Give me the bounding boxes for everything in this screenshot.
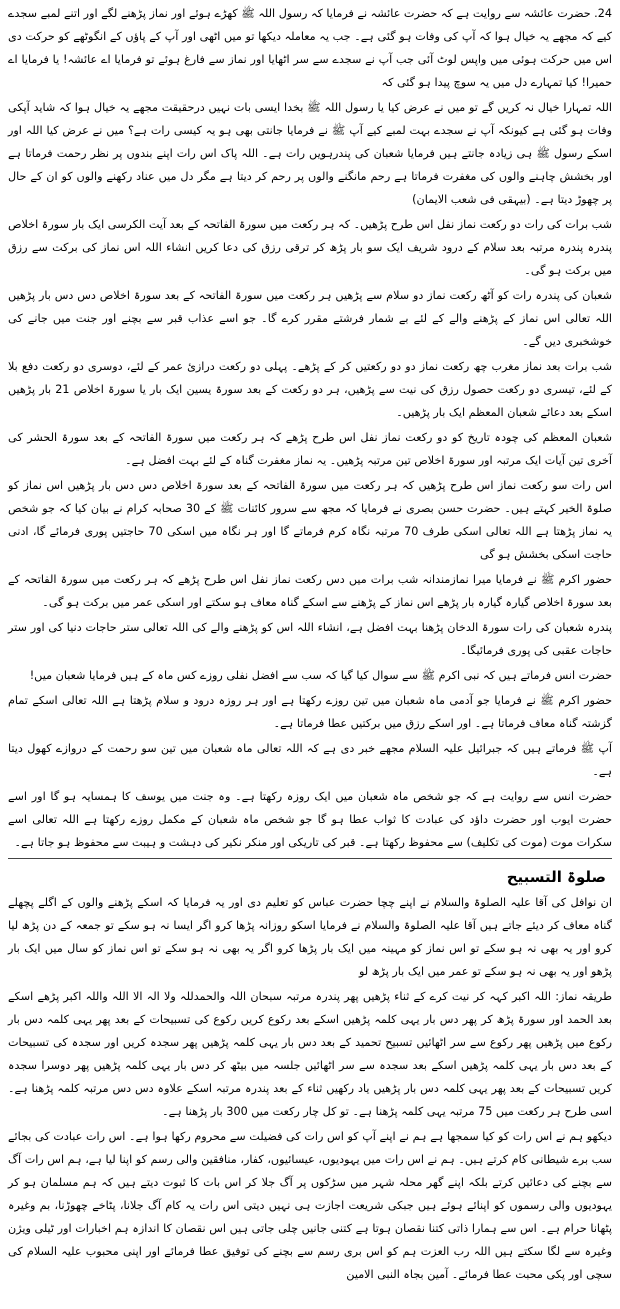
paragraph-eight-rakat: شعبان کی پندرہ رات کو آٹھ رکعت نماز دو سلام سے پڑھیں ہر رکعت میں سورۃ الفاتحہ کے بعد سورۃ اخلاص دس دس بار پڑھیں اللہ تعالی اس نماز کے پڑھنے والے کے لئے بے شمار فرشتے مقرر کرے گا۔ جو اسے عذاب قبر سے بچنے اور جنت میں جانے کی خوشخبری دیں گے۔ (8, 289, 612, 348)
paragraph-three-fasts: حضور اکرم ﷺ نے فرمایا جو آدمی ماہ شعبان میں تین روزے رکھتا ہے اور ہر روزہ درود و سلام پڑھتا ہے اللہ تعالی اسکے تمام گزشتہ گناہ معاف فرماتا ہے۔ اور اسکے رزق میں برکتیں عطا فرماتا ہے۔ (8, 694, 612, 730)
paragraph-closing-advice: دیکھو ہم نے اس رات کو کیا سمجھا ہے ہم نے اپنے آپ کو اس رات کی فضیلت سے محروم رکھا ہوا ہے۔ اس رات عبادت کی بجائے سب برے شیطانی کام کرتے ہیں۔ ہم نے اس رات میں یہودیوں، عیسائیوں، کفار، منافقین والی رسم کو اپنا لیا ہے، ہم اس رات آگ سے بچنے کی دعائیں کرتے بلکہ اپنے گھر محلہ شہر میں سڑکوں پر آگ جلا کر اس بات کا ثبوت دیتے ہیں کہ ہم مسلمان ہو کر یہودیوں والی رسموں کو اپنائے ہوئے ہیں جبکی شریعت اجازت ہی نہیں دیتی اس رات یہ کام آگ جلانا، پٹاخے چھوڑنا، بم وغیرہ پٹھانا حرام ہے۔ اس سے ہمارا ذاتی کتنا نقصان ہوتا ہے کتنی جانیں چلی جاتی ہیں اس نقصان کا اندازہ ہم اخبارات اور ٹیلی ویژن وغیرہ سے لگا سکتے ہیں اللہ رب العزت ہم کو اس بری رسم سے بچنے کی توفیق عطا فرمائے اور اپنی محبوب علیہ السلام کی سچی اور پکی محبت عطا فرمائے۔ آمین بجاہ النبی الامین (8, 1130, 612, 1281)
paragraph-night-of-shaban: اللہ تمہارا خیال نہ کریں گے تو میں نے عرض کیا یا رسول اللہ ﷺ بخدا ایسی بات نہیں درحقیقت مجھے یہ خیال ہوا کہ شاید آپکی وفات ہو گئی ہے کیونکہ آپ نے سجدے بہت لمبے کیے آپ ﷺ نے فرمایا جانتی بھی ہو یہ کیسی رات ہے؟ میں نے عرض کیا اللہ اور اسکے رسول ﷺ ہی زیادہ جانتے ہیں فرمایا شعبان کی پندرہویں رات ہے۔ اللہ پاک اس رات اپنے بندوں پر نظر رحمت فرماتا ہے اور بخشش چاہنے والوں کی مغفرت فرماتا ہے رحم مانگنے والوں پر رحم کر دیتا ہے مگر دل میں عناد رکھنے والوں کو ان کے حال پر چھوڑ دیتا ہے۔ (بیہقی فی شعب الایمان) (8, 101, 612, 206)
paragraph-salat-ul-khair: اس رات سو رکعت نماز اس طرح پڑھیں کہ ہر رکعت میں سورۃ الفاتحہ کے بعد سورۃ اخلاص دس دس بار پڑھیں اس نماز کو صلوۃ الخیر کہتے ہیں۔ حضرت حسن بصری نے فرمایا کہ مجھ سے سرور کائنات ﷺ کے 30 صحابہ کرام نے بیان کیا کہ جو شخص یہ نماز پڑھتا ہے اللہ تعالی اسکی طرف 70 مرتبہ نگاہ کرم فرماتے گا اور ہر نگاہ میں اسکی 70 حاجتیں پوری فرمائے گا، ادنی حاجت اسکی بخشش ہو گی (8, 479, 613, 561)
paragraph-jibrail-mercy: آپ ﷺ فرماتے ہیں کہ جبرائیل علیہ السلام مجھے خبر دی ہے کہ اللہ تعالی ماہ شعبان میں تین سو رحمت کے دروازے کھول دیتا ہے۔ (8, 742, 612, 778)
paragraph-surah-dukhan: پندرہ شعبان کی رات سورۃ الدخان پڑھنا بہت افضل ہے، انشاء اللہ اس کو پڑھنے والے کی اللہ تعالی ستر حاجات دنیا کی اور ستر حاجات عقبی کی پوری فرمائیگا۔ (8, 621, 612, 657)
section-divider (8, 858, 612, 859)
paragraph-fourteenth-shaban: شعبان المعظم کی چودہ تاریخ کو دو رکعت نماز نفل اس طرح پڑھے کہ ہر رکعت میں سورۃ الفاتحہ کے بعد سورۃ الحشر کی آخری تین آیات ایک مرتبہ اور سورۃ اخلاص تین مرتبہ پڑھیں۔ یہ نماز مغفرت گناہ کے لئے بہت افضل ہے۔ (8, 431, 612, 467)
paragraph-hadith-aisha: 24. حضرت عائشہ سے روایت ہے کہ حضرت عائشہ نے فرمایا کہ رسول اللہ ﷺ کھڑے ہوئے اور نماز پڑھنے لگے اور اتنے لمبے سجدے کیے کہ مجھے یہ خیال ہوا کہ آپ کی وفات ہو گئی ہے۔ جب یہ معاملہ دیکھا تو میں اٹھی اور آپ کے پاؤں کے انگوٹھے کو حرکت دی اس میں حرکت ہوئی میں واپس لوٹ آئی جب آپ نے سجدے سے سر اٹھایا اور نماز سے فارغ ہوئے تو فرمایا اے عائشہ! یا فرمایا اے حمیرا! کیا تمہارے دل میں یہ سوچ پیدا ہو گئی کہ (8, 7, 612, 89)
paragraph-ten-rakat: حضور اکرم ﷺ نے فرمایا میرا نمازمندانہ شب برات میں دس رکعت نماز نفل اس طرح پڑھے کہ ہر رکعت میں سورۃ الفاتحہ کے بعد سورۃ اخلاص گیارہ گیارہ بار پڑھے اس نماز کے پڑھنے سے اسکے گناہ معاف ہو سکتے اور اسکی عمر میں برکت ہو گی۔ (8, 573, 612, 609)
paragraph-tasbih-method: طریقہ نماز: اللہ اکبر کہہ کر نیت کرے کے ثناء پڑھیں پھر پندرہ مرتبہ سبحان اللہ والحمدللہ ولا الہ الا اللہ واللہ اکبر پڑھے اسکے بعد الحمد اور سورۃ پڑھ کر پھر دس بار یہی کلمہ پڑھیں اسکے بعد رکوع کریں رکوع کی تسبیحات کے بعد پھر یہی کلمہ دس بار رکوع میں پڑھیں پھر رکوع سے سر اٹھائیں تسبیح تحمید کے بعد دس بار یہی کلمہ پڑھیں پھر سجدہ کریں اور سجدہ کی تسبیحات کے بعد دس بار یہی کلمہ پڑھیں اسکے بعد سجدہ سے سر اٹھائیں جلسہ میں بیٹھ کر دس بار یہی کلمہ پڑھیں پھر دوسرا سجدہ کریں تسبیحات کے بعد پھر یہی کلمہ دس بار پڑھیں یاد رکھیں ثناء کے بعد پندرہ مرتبہ اسکے علاوہ دس دس مرتبہ کلمہ پڑھنا ہے۔ اسی طرح ہر رکعت میں 75 مرتبہ یہی کلمہ پڑھنا ہے۔ تو کل چار رکعت میں 300 بار پڑھنا ہے۔ (8, 990, 612, 1118)
paragraph-hadith-anas-reward: حضرت انس سے روایت ہے کہ جو شخص ماہ شعبان میں ایک روزہ رکھتا ہے۔ وہ جنت میں یوسف کا ہمسایہ ہو گا اور اسے حضرت ایوب اور حضرت داؤد کی عبادت کا ثواب عطا ہو گا جو شخص ماہ شعبان کے مکمل روزے رکھتا ہے اللہ تعالی اسے سکرات موت (موت کی تکلیف) سے محفوظ رکھتا ہے۔ قبر کی تاریکی اور منکر نکیر کی دہشت و ہیبت سے محفوظ ہو جاتا ہے۔ (8, 790, 612, 849)
paragraph-tasbih-intro: ان نوافل کی آقا علیہ الصلوۃ والسلام نے اپنے چچا حضرت عباس کو تعلیم دی اور یہ فرمایا کہ اسکے پڑھنے والوں کے اگلے پچھلے گناہ معاف کر دیئے جاتے ہیں آقا علیہ الصلوۃ والسلام نے فرمایا اسکو روزانہ پڑھا کرو اگر ایسا نہ ہو سکے تو جمعہ کے دن پڑھ لیا کرو اور یہ بھی نہ ہو سکے تو اس نماز کو مہینہ میں ایک بار پڑھا کرو اگر یہ بھی نہ ہو سکے تو اس نماز کو سال میں ایک بار پڑھو اور یہ بھی نہ ہو سکے تو عمر میں ایک بار پڑھ لو (8, 896, 612, 978)
paragraph-two-rakat-rizq: شب برات کی رات دو رکعت نماز نفل اس طرح پڑھیں۔ کہ ہر رکعت میں سورۃ الفاتحہ کے بعد آیت الکرسی ایک بار سورۃ اخلاص پندرہ پندرہ مرتبہ بعد سلام کے درود شریف ایک سو بار پڑھ کر ترقی رزق کی دعا کریں انشاء اللہ اس نماز کی برکت سے رزق میں برکت ہو گی۔ (8, 218, 612, 277)
paragraph-six-rakat-maghrib: شب برات بعد نماز مغرب چھ رکعت نماز دو دو رکعتیں کر کے پڑھے۔ پہلی دو رکعت درازئ عمر کے لئے، دوسری دو رکعت دفع بلا کے لئے، تیسری دو رکعت حصول رزق کی نیت سے پڑھیں، ہر دو رکعت کے بعد سورۃ یسین ایک بار یا سورۃ اخلاص 21 بار پڑھیں اسکے بعد دعائے شعبان المعظم ایک بار پڑھیں۔ (8, 360, 612, 419)
paragraph-hadith-anas-fasting: حضرت انس فرماتے ہیں کہ نبی اکرم ﷺ سے سوال کیا گیا کہ سب سے افضل نفلی روزے کس ماہ کے ہیں فرمایا شعبان میں! (29, 669, 612, 682)
section-heading-salat-ul-tasbih: صلوۃ التسبیح (506, 868, 606, 886)
